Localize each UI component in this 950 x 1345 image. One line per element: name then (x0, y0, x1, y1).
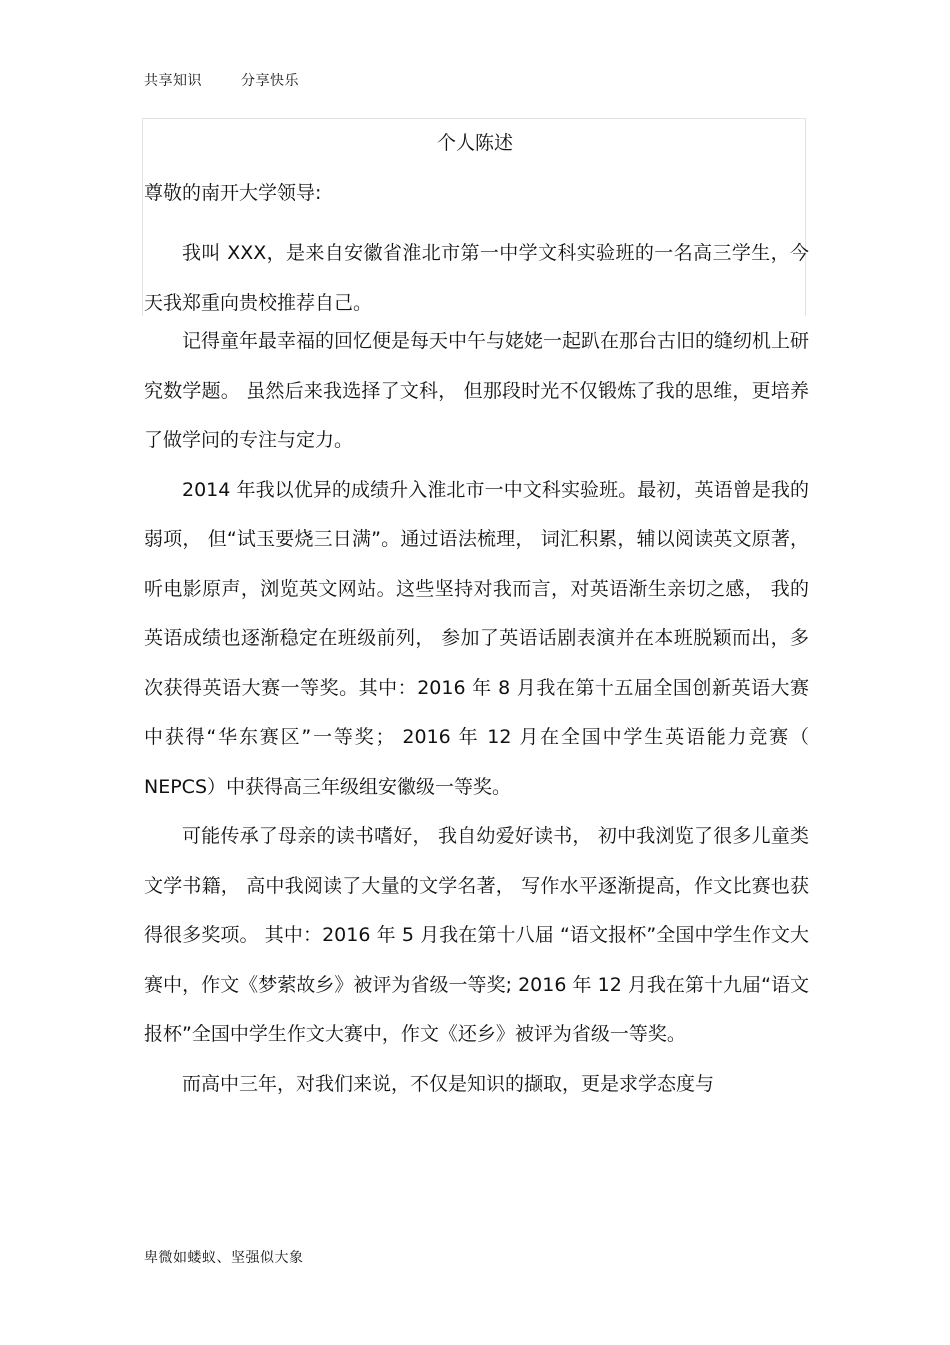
salutation: 尊敬的南开大学领导: (144, 182, 322, 204)
intro-paragraph: 我叫 XXX，是来自安徽省淮北市第一中学文科实验班的一名高三学生，今天我郑重向贵校推荐自己。 (144, 242, 809, 314)
intro-section (144, 229, 809, 328)
page-footer: 卑微如蝼蚁、坚强似大象 (144, 1250, 304, 1266)
header-left-text: 共享知识 (144, 73, 202, 89)
body-section (144, 317, 809, 1109)
header-right-text: 分享快乐 (240, 73, 299, 89)
paragraph-english: 2014 年我以优异的成绩升入淮北市一中文科实验班。最初，英语曾是我的弱项， 但“试玉要烧三日满”。通过语法梳理， 词汇积累，辅以阅读英文原著，听电影原声，浏览英文网站。这些坚持对我而言，对英语渐生亲切之感， 我的英语成绩也逐渐稳定在班级前列， 参加了英语话剧表演并在本班脱颖而出，多次获得英语大赛一等奖。其中：2016 年 8 月我在第十五届全国创新英语大赛中获得“华东赛区”一等奖； 2016 年 12 月在全国中学生英语能力竞赛（ NEPCS）中获得高三年级组安徽级一等奖。 (144, 478, 809, 798)
paragraph-highschool: 而高中三年，对我们来说，不仅是知识的撷取，更是求学态度与 (182, 1072, 715, 1095)
document-title: 个人陈述 (436, 132, 513, 154)
paragraph-reading: 可能传承了母亲的读书嗜好， 我自幼爱好读书， 初中我浏览了很多儿童类文学书籍， 高中我阅读了大量的文学名著， 写作水平逐渐提高，作文比赛也获得很多奖项。 其中：2016 年 5 月我在第十八届 “语文报杯”全国中学生作文大赛中，作文《梦萦故乡》被评为省级一等奖; 2016 年 12 月我在第十九届“语文报杯”全国中学生作文大赛中，作文《还乡》被评为省级一等奖。 (144, 825, 809, 1045)
paragraph-childhood: 记得童年最幸福的回忆便是每天中午与姥姥一起趴在那台古旧的缝纫机上研究数学题。 虽然后来我选择了文科， 但那段时光不仅锻炼了我的思维，更培养了做学问的专注与定力。 (144, 330, 810, 451)
page-header (144, 70, 299, 90)
